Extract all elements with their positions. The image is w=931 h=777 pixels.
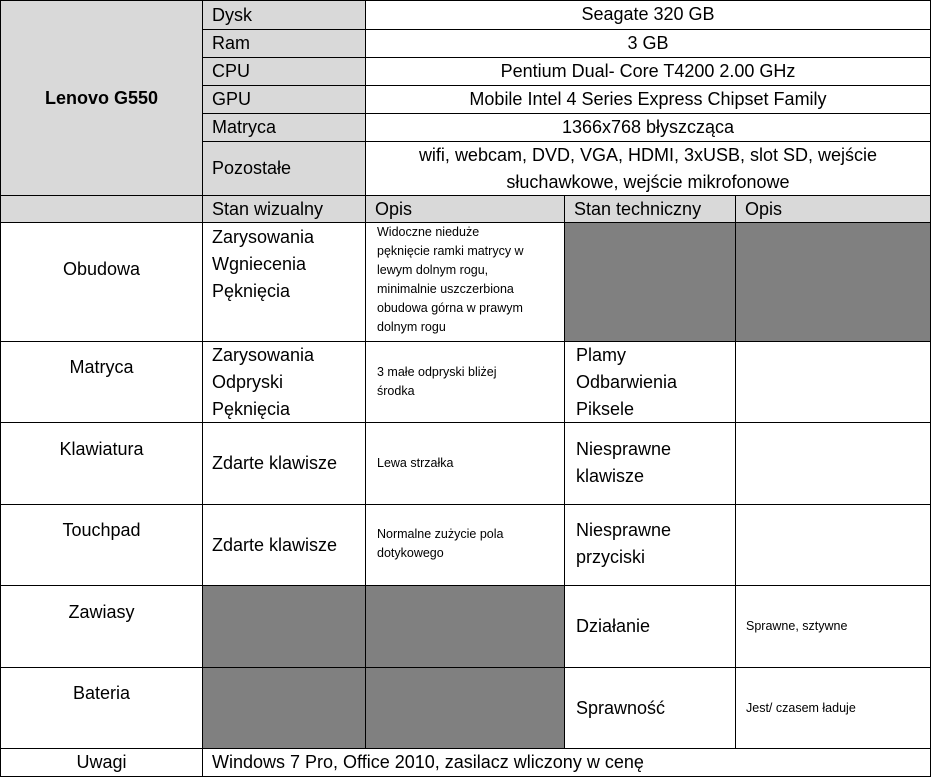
case-tech-desc-disabled (735, 222, 931, 342)
header-visual-desc: Opis (365, 195, 565, 223)
row-label-battery: Bateria (0, 667, 203, 749)
spec-value-other (365, 141, 931, 196)
row-label-display: Matryca (0, 341, 203, 423)
model-name: Lenovo G550 (44, 87, 159, 108)
touchpad-visual-state: Zdarte klawisze (202, 504, 366, 586)
keyboard-tech-desc (735, 422, 931, 505)
row-label-case: Obudowa (0, 222, 203, 342)
hinges-visual-desc-disabled (365, 585, 565, 668)
touchpad-tech-state: Niesprawne przyciski (564, 504, 736, 586)
spec-label-other: Pozostałe (202, 141, 366, 196)
header-tech-state: Stan techniczny (564, 195, 736, 223)
battery-tech-state: Sprawność (564, 667, 736, 749)
row-label-hinges: Zawiasy (0, 585, 203, 668)
spec-value-display: 1366x768 błyszcząca (365, 113, 931, 142)
spec-value-ram: 3 GB (365, 29, 931, 58)
case-visual-desc: Widoczne nieduże pęknięcie ramki matrycy w lewym dolnym rogu, minimalnie uszczerbiona obudowa górna w prawym dolnym rogu (365, 222, 565, 342)
row-label-touchpad: Touchpad (0, 504, 203, 586)
spec-value-cpu: Pentium Dual- Core T4200 2.00 GHz (365, 57, 931, 86)
spec-label-display: Matryca (202, 113, 366, 142)
other-line-1: wifi, webcam, DVD, VGA, HDMI, 3xUSB, slot SD, wejście (418, 144, 878, 165)
spec-label-ram: Ram (202, 29, 366, 58)
notes-value: Windows 7 Pro, Office 2010, zasilacz wliczony w cenę (202, 748, 931, 777)
spec-value-disk: Seagate 320 GB (365, 0, 931, 30)
display-tech-state: Plamy Odbarwienia Piksele (564, 341, 736, 423)
header-corner (0, 195, 203, 223)
case-tech-state-disabled (564, 222, 736, 342)
header-tech-desc: Opis (735, 195, 931, 223)
hinges-tech-state: Działanie (564, 585, 736, 668)
row-label-notes: Uwagi (0, 748, 203, 777)
hinges-tech-desc: Sprawne, sztywne (735, 585, 931, 668)
spec-value-gpu: Mobile Intel 4 Series Express Chipset Family (365, 85, 931, 114)
spec-label-gpu: GPU (202, 85, 366, 114)
touchpad-visual-desc: Normalne zużycie pola dotykowego (365, 504, 565, 586)
battery-tech-desc: Jest/ czasem ładuje (735, 667, 931, 749)
row-label-keyboard: Klawiatura (0, 422, 203, 505)
hinges-visual-state-disabled (202, 585, 366, 668)
battery-visual-state-disabled (202, 667, 366, 749)
display-tech-desc (735, 341, 931, 423)
keyboard-visual-state: Zdarte klawisze (202, 422, 366, 505)
other-line-2: słuchawkowe, wejście mikrofonowe (506, 171, 790, 192)
spec-label-disk: Dysk (202, 0, 366, 30)
touchpad-tech-desc (735, 504, 931, 586)
keyboard-tech-state: Niesprawne klawisze (564, 422, 736, 505)
case-visual-state: Zarysowania Wgniecenia Pęknięcia (202, 222, 366, 342)
keyboard-visual-desc: Lewa strzałka (365, 422, 565, 505)
spec-label-cpu: CPU (202, 57, 366, 86)
battery-visual-desc-disabled (365, 667, 565, 749)
model-name-cell (0, 0, 203, 196)
header-visual-state: Stan wizualny (202, 195, 366, 223)
display-visual-desc: 3 małe odpryski bliżej środka (365, 341, 565, 423)
display-visual-state: Zarysowania Odpryski Pęknięcia (202, 341, 366, 423)
